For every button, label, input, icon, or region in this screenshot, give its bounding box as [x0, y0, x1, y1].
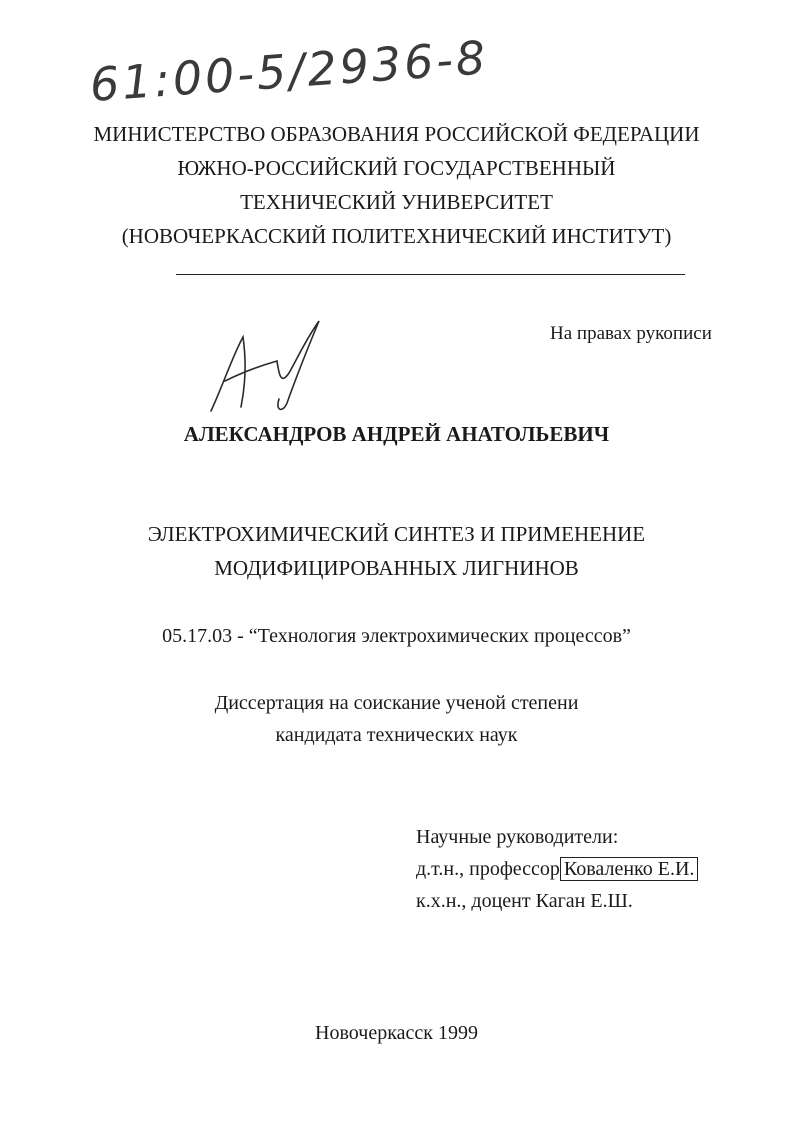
specialty: 05.17.03 - “Технология электрохимических процессов”	[162, 625, 631, 647]
advisors-heading: Научные руководители:	[416, 826, 619, 848]
city-year: Новочеркасск 1999	[315, 1022, 478, 1044]
institute-line: (НОВОЧЕРКАССКИЙ ПОЛИТЕХНИЧЕСКИЙ ИНСТИТУТ)	[121, 224, 672, 248]
header-divider	[176, 274, 685, 275]
handwritten-archive-code: 61:00-5/2936-8	[88, 30, 490, 112]
advisor-1	[416, 858, 698, 881]
university-line-1: ЮЖНО-РОССИЙСКИЙ ГОСУДАРСТВЕННЫЙ	[177, 156, 616, 180]
degree-line-2: кандидата технических наук	[275, 724, 518, 746]
advisor-1-title: д.т.н., профессор	[416, 858, 560, 880]
university-line-2: ТЕХНИЧЕСКИЙ УНИВЕРСИТЕТ	[240, 190, 553, 214]
degree-line-1: Диссертация на соискание ученой степени	[214, 692, 579, 714]
rights-note: На правах рукописи	[550, 323, 712, 344]
ministry-line: МИНИСТЕРСТВО ОБРАЗОВАНИЯ РОССИЙСКОЙ ФЕДЕРАЦИИ	[93, 122, 700, 146]
advisor-1-name: Коваленко Е.И.	[560, 857, 699, 881]
title-line-2: МОДИФИЦИРОВАННЫХ ЛИГНИНОВ	[214, 556, 579, 580]
advisor-2: к.х.н., доцент Каган Е.Ш.	[416, 890, 633, 912]
signature	[205, 315, 335, 415]
title-line-1: ЭЛЕКТРОХИМИЧЕСКИЙ СИНТЕЗ И ПРИМЕНЕНИЕ	[147, 522, 646, 546]
author-name: АЛЕКСАНДРОВ АНДРЕЙ АНАТОЛЬЕВИЧ	[183, 422, 610, 446]
